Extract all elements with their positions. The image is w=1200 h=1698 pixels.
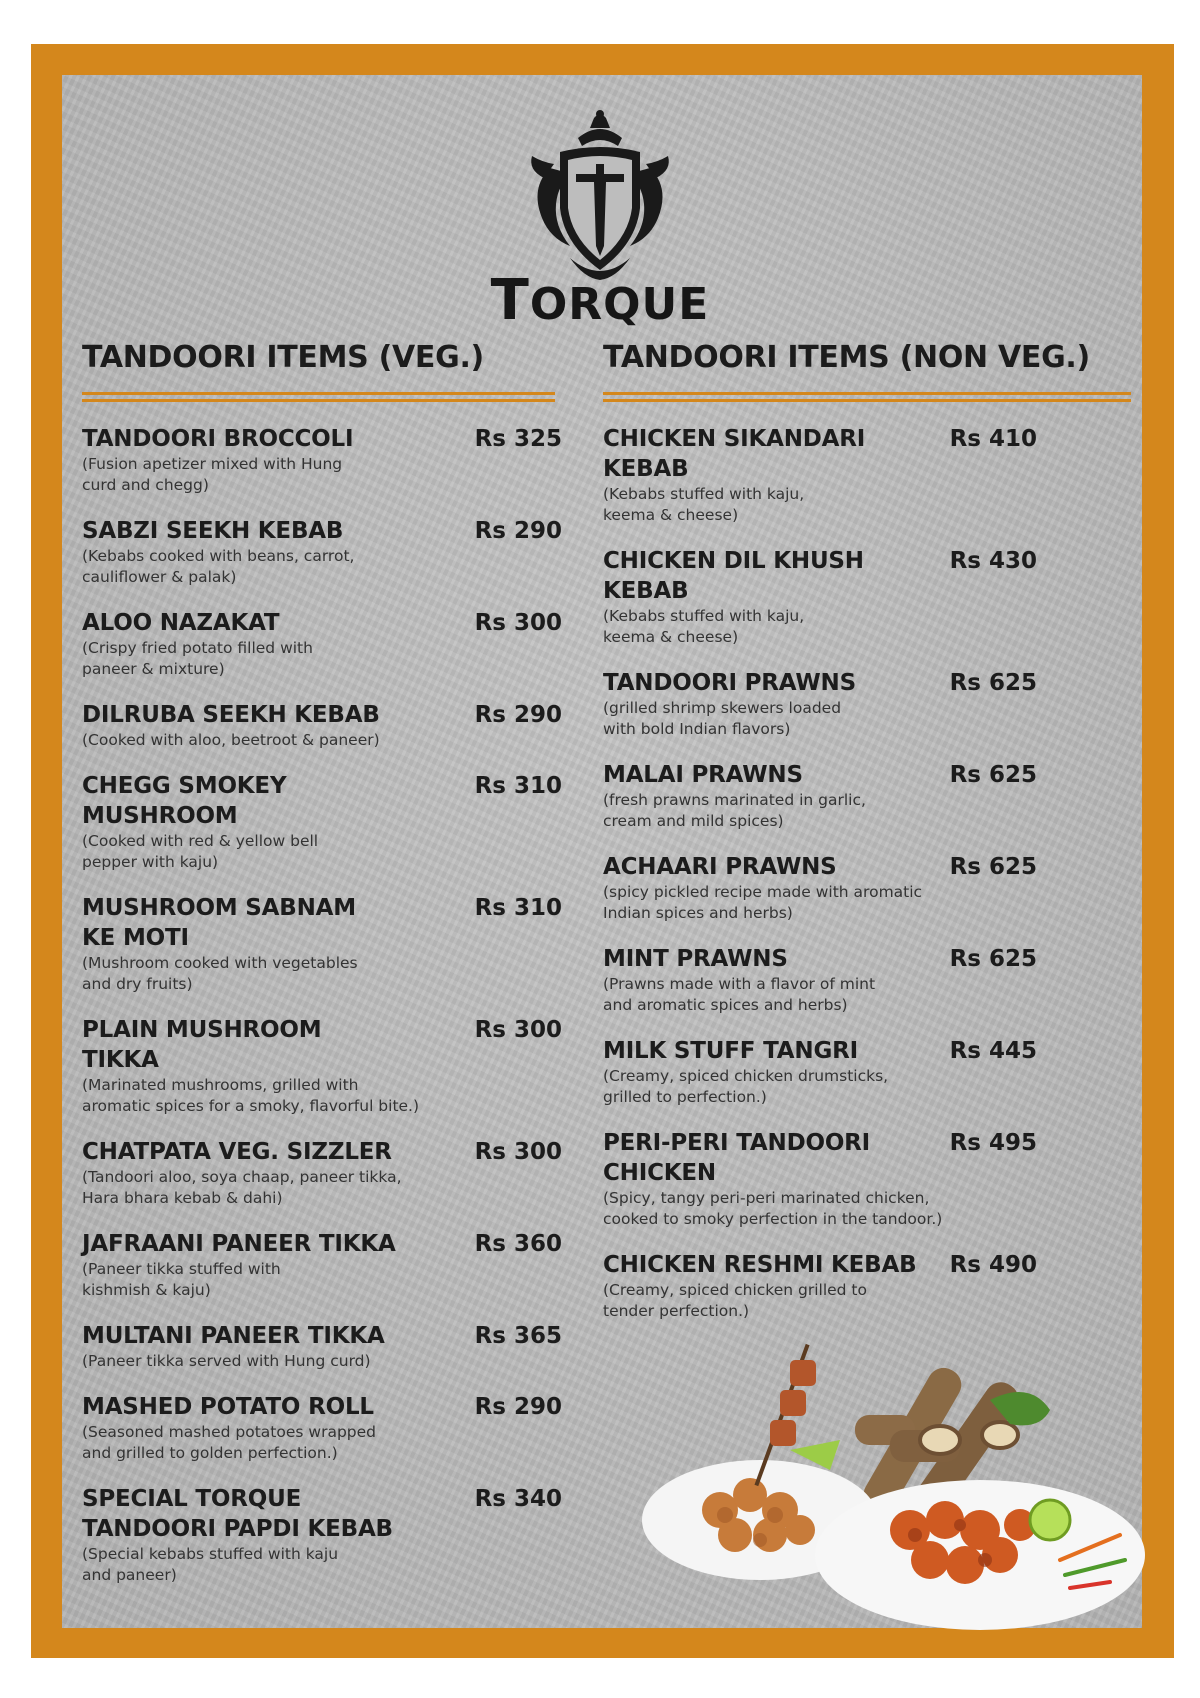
item-name: MULTANI PANEER TIKKA bbox=[82, 1323, 385, 1349]
veg-menu-list bbox=[82, 424, 562, 1606]
item-description: (Fusion apetizer mixed with Hung curd and chegg) bbox=[82, 455, 343, 494]
item-price: Rs 310 bbox=[474, 773, 562, 799]
item-name: MASHED POTATO ROLL bbox=[82, 1394, 374, 1420]
item-description: (Kebabs stuffed with kaju, keema & cheese) bbox=[603, 485, 805, 524]
nonveg-menu-item bbox=[603, 944, 1083, 1016]
veg-menu-item bbox=[82, 608, 562, 680]
item-price: Rs 410 bbox=[949, 426, 1037, 452]
nonveg-menu-item bbox=[603, 1250, 1083, 1322]
nonveg-menu-item bbox=[603, 546, 1083, 648]
item-name: ALOO NAZAKAT bbox=[82, 610, 280, 636]
item-description: (Kebabs stuffed with kaju, keema & cheese) bbox=[603, 607, 805, 646]
nonveg-menu-list bbox=[603, 424, 1083, 1342]
veg-menu-item bbox=[82, 771, 562, 873]
item-name: PERI-PERI TANDOORI CHICKEN bbox=[603, 1130, 871, 1186]
item-description: (Cooked with aloo, beetroot & paneer) bbox=[82, 731, 380, 749]
nonveg-menu-item bbox=[603, 1128, 1083, 1230]
item-description: (Paneer tikka served with Hung curd) bbox=[82, 1352, 371, 1370]
item-name: MINT PRAWNS bbox=[603, 946, 788, 972]
item-price: Rs 495 bbox=[949, 1130, 1037, 1156]
item-description: (Special kebabs stuffed with kaju and paneer) bbox=[82, 1545, 339, 1584]
veg-menu-item bbox=[82, 893, 562, 995]
veg-menu-item bbox=[82, 1392, 562, 1464]
item-price: Rs 310 bbox=[474, 895, 562, 921]
nonveg-menu-item bbox=[603, 424, 1083, 526]
item-description: (Spicy, tangy peri-peri marinated chicken, cooked to smoky perfection in the tandoor.) bbox=[603, 1189, 943, 1228]
item-name: CHICKEN RESHMI KEBAB bbox=[603, 1252, 917, 1278]
veg-menu-item bbox=[82, 424, 562, 496]
item-name: JAFRAANI PANEER TIKKA bbox=[82, 1231, 396, 1257]
item-name: CHICKEN SIKANDARI KEBAB bbox=[603, 426, 866, 482]
item-price: Rs 430 bbox=[949, 548, 1037, 574]
nonveg-menu-item bbox=[603, 668, 1083, 740]
item-description: (Prawns made with a flavor of mint and aromatic spices and herbs) bbox=[603, 975, 876, 1014]
tandoori-platter-image bbox=[640, 1320, 1145, 1630]
veg-menu-item bbox=[82, 1484, 562, 1586]
item-description: (grilled shrimp skewers loaded with bold Indian flavors) bbox=[603, 699, 842, 738]
item-name: CHATPATA VEG. SIZZLER bbox=[82, 1139, 392, 1165]
item-description: (Crispy fried potato filled with paneer & mixture) bbox=[82, 639, 313, 678]
item-name: ACHAARI PRAWNS bbox=[603, 854, 837, 880]
item-name: TANDOORI BROCCOLI bbox=[82, 426, 354, 452]
item-description: (Seasoned mashed potatoes wrapped and grilled to golden perfection.) bbox=[82, 1423, 377, 1462]
item-name: MILK STUFF TANGRI bbox=[603, 1038, 858, 1064]
veg-menu-item bbox=[82, 1015, 562, 1117]
item-description: (Tandoori aloo, soya chaap, paneer tikka, Hara bhara kebab & dahi) bbox=[82, 1168, 402, 1207]
item-price: Rs 290 bbox=[474, 518, 562, 544]
item-name: MUSHROOM SABNAM KE MOTI bbox=[82, 895, 356, 951]
nonveg-title-rule bbox=[603, 392, 1131, 404]
item-price: Rs 300 bbox=[474, 1017, 562, 1043]
brand-name bbox=[470, 268, 730, 333]
brand-rest: ORQUE bbox=[529, 279, 710, 330]
item-price: Rs 290 bbox=[474, 1394, 562, 1420]
item-description: (Creamy, spiced chicken grilled to tender perfection.) bbox=[603, 1281, 867, 1320]
item-name: PLAIN MUSHROOM TIKKA bbox=[82, 1017, 322, 1073]
item-price: Rs 625 bbox=[949, 762, 1037, 788]
item-name: CHICKEN DIL KHUSH KEBAB bbox=[603, 548, 864, 604]
item-price: Rs 290 bbox=[474, 702, 562, 728]
veg-title-rule bbox=[82, 392, 555, 404]
item-price: Rs 625 bbox=[949, 854, 1037, 880]
veg-menu-item bbox=[82, 1137, 562, 1209]
item-price: Rs 300 bbox=[474, 610, 562, 636]
item-name: DILRUBA SEEKH KEBAB bbox=[82, 702, 380, 728]
item-description: (Mushroom cooked with vegetables and dry fruits) bbox=[82, 954, 358, 993]
brand-initial: T bbox=[490, 268, 530, 333]
item-price: Rs 445 bbox=[949, 1038, 1037, 1064]
item-description: (Marinated mushrooms, grilled with aromatic spices for a smoky, flavorful bite.) bbox=[82, 1076, 420, 1115]
item-name: SPECIAL TORQUE TANDOORI PAPDI KEBAB bbox=[82, 1486, 393, 1542]
item-description: (Creamy, spiced chicken drumsticks, grilled to perfection.) bbox=[603, 1067, 889, 1106]
veg-menu-item bbox=[82, 516, 562, 588]
item-name: TANDOORI PRAWNS bbox=[603, 670, 856, 696]
item-description: (Kebabs cooked with beans, carrot, cauliflower & palak) bbox=[82, 547, 355, 586]
item-description: (fresh prawns marinated in garlic, cream and mild spices) bbox=[603, 791, 866, 830]
item-price: Rs 300 bbox=[474, 1139, 562, 1165]
item-price: Rs 325 bbox=[474, 426, 562, 452]
veg-section-title: TANDOORI ITEMS (VEG.) bbox=[82, 340, 484, 375]
item-description: (spicy pickled recipe made with aromatic Indian spices and herbs) bbox=[603, 883, 923, 922]
veg-menu-item bbox=[82, 1321, 562, 1372]
item-description: (Paneer tikka stuffed with kishmish & kaju) bbox=[82, 1260, 281, 1299]
veg-menu-item bbox=[82, 1229, 562, 1301]
item-description: (Cooked with red & yellow bell pepper with kaju) bbox=[82, 832, 319, 871]
item-price: Rs 365 bbox=[474, 1323, 562, 1349]
item-price: Rs 490 bbox=[949, 1252, 1037, 1278]
item-name: MALAI PRAWNS bbox=[603, 762, 803, 788]
item-price: Rs 360 bbox=[474, 1231, 562, 1257]
item-price: Rs 625 bbox=[949, 670, 1037, 696]
item-name: SABZI SEEKH KEBAB bbox=[82, 518, 344, 544]
item-name: CHEGG SMOKEY MUSHROOM bbox=[82, 773, 287, 829]
nonveg-menu-item bbox=[603, 1036, 1083, 1108]
veg-menu-item bbox=[82, 700, 562, 751]
item-price: Rs 340 bbox=[474, 1486, 562, 1512]
item-price: Rs 625 bbox=[949, 946, 1037, 972]
nonveg-menu-item bbox=[603, 852, 1083, 924]
nonveg-menu-item bbox=[603, 760, 1083, 832]
nonveg-section-title: TANDOORI ITEMS (NON VEG.) bbox=[603, 340, 1090, 375]
